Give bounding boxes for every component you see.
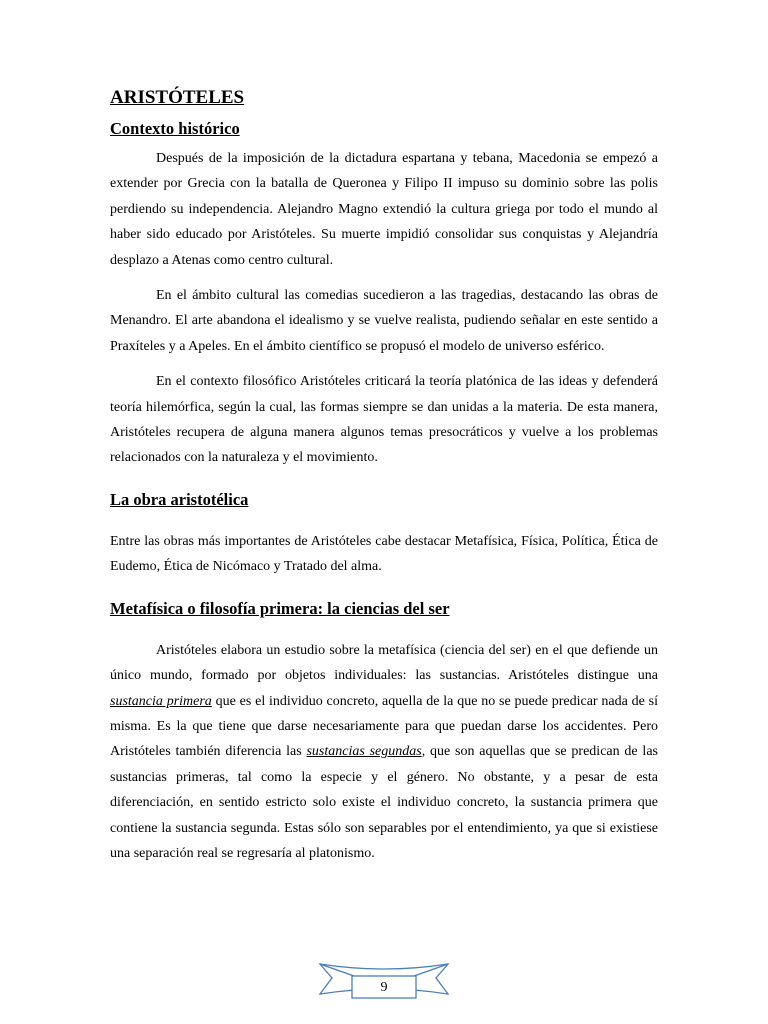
paragraph-contexto-1: Después de la imposición de la dictadura espartana y tebana, Macedonia se empezó a extender por Grecia con la batalla de Queronea y Filipo II impuso su dominio sobre las polis perdiendo su independencia. Alejandro Magno extendió la cultura griega por todo el mundo al haber sido educado por Aristóteles. Su muerte impidió consolidar sus conquistas y Alejandría desplazo a Atenas como centro cultural. (110, 151, 658, 268)
paragraph-text: que es el individuo concreto, aquella de la que no se puede predicar nada de sí misma. Es la que tiene que darse necesariamente para que puedan darse los accidentes. Pero Aristóteles también diferencia las (110, 693, 659, 760)
paragraph-obra-1: Entre las obras más importantes de Aristóteles cabe destacar Metafísica, Física, Política, Ética de Eudemo, Ética de Nicómaco y Tratado del alma. (110, 533, 658, 575)
heading-obra-aristotelica: La obra aristotélica (110, 489, 249, 509)
heading-metafisica: Metafísica o filosofía primera: la ciencias del ser (110, 598, 450, 618)
paragraph-contexto-2: En el ámbito cultural las comedias sucedieron a las tragedias, destacando las obras de Menandro. El arte abandona el idealismo y se vuelve realista, pudiendo señalar en este sentido a Praxíteles y a Apeles. En el ámbito científico se propusó el modelo de universo esférico. (110, 288, 658, 354)
document-page (110, 86, 658, 866)
page-title: ARISTÓTELES (110, 87, 245, 108)
paragraph-metafisica-1 (110, 638, 658, 867)
page-number: 9 (380, 980, 388, 995)
term-sustancias-segundas: sustancias segundas (306, 744, 422, 760)
paragraph-contexto-3: En el contexto filosófico Aristóteles criticará la teoría platónica de las ideas y defenderá teoría hilemórfica, según la cual, las formas siempre se dan unidas a la materia. De esta manera, Aristóteles recupera de alguna manera algunos temas presocráticos y vuelve a los problemas relacionados con la naturaleza y el movimiento. (110, 374, 658, 466)
heading-contexto-historico: Contexto histórico (110, 119, 240, 138)
paragraph-text: , que son aquellas que se predican de las sustancias primeras, tal como la especie y el género. No obstante, y a pesar de esta diferenciación, en sentido estricto solo existe el individuo concreto, la sustancia primera que contiene la sustancia segunda. Estas sólo son separables por el entendimiento, ya que si existiese una separación real se regresaría al platonismo. (110, 744, 658, 861)
paragraph-text: Aristóteles elabora un estudio sobre la metafísica (ciencia del ser) en el que defiende un único mundo, formado por objetos individuales: las sustancias. Aristóteles distingue una (110, 642, 658, 684)
term-sustancia-primera: sustancia primera (110, 693, 212, 709)
page-number-ribbon (318, 962, 450, 1000)
